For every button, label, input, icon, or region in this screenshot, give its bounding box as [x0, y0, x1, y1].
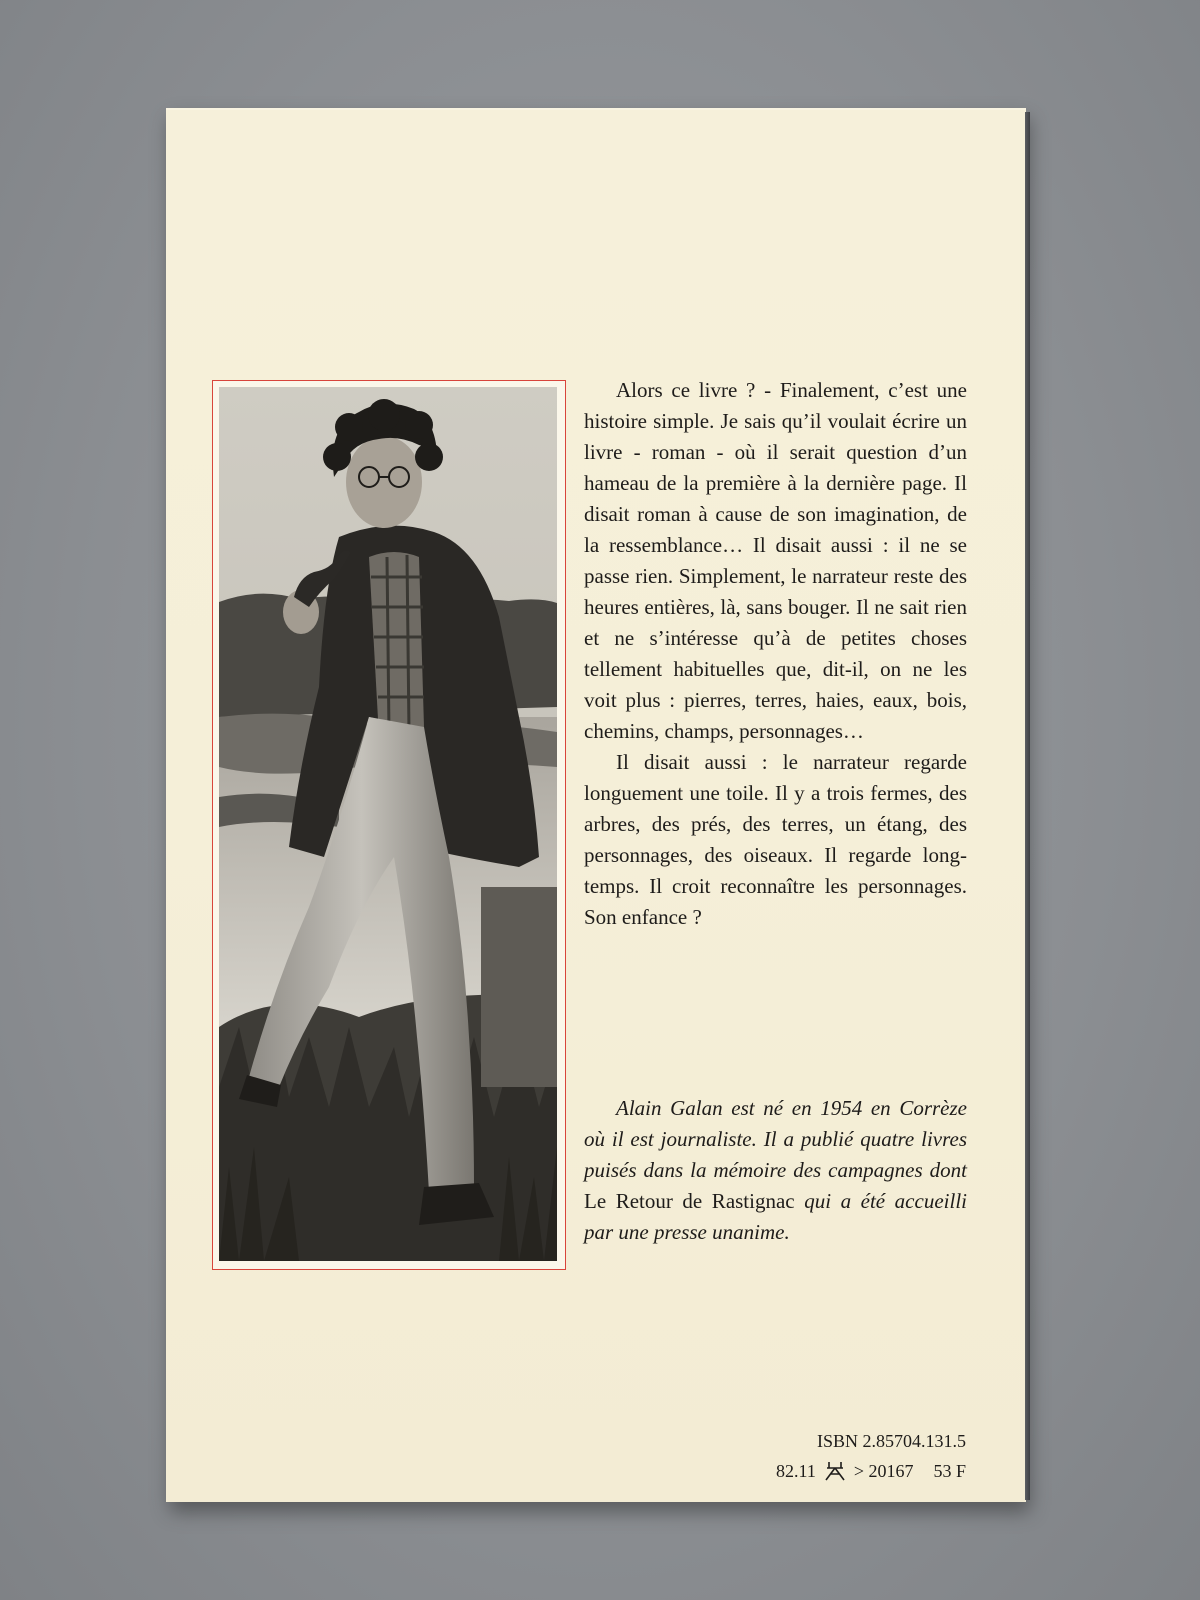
blurb-text — [584, 375, 967, 933]
book-spine-edge — [1025, 112, 1030, 1500]
price-line — [776, 1456, 966, 1486]
code-date: 82.11 — [775, 1461, 816, 1481]
author-bio-part-1: Alain Galan est né en 1954 en Corrèze où il est journaliste. Il a publié quatre livres puisés dans la mémoire des campagnes dont — [584, 1096, 967, 1182]
author-bio-part-2: qui a été accueilli par une presse unanime. — [584, 1189, 967, 1244]
publisher-logo-icon — [822, 1460, 848, 1482]
author-bio-paragraph — [584, 1093, 967, 1248]
author-bio — [584, 1093, 967, 1248]
blurb-paragraph-2: Il disait aussi : le narrateur regarde longuement une toile. Il y a trois fermes, des arbres, des prés, des terres, un étang, des personnages, des oiseaux. Il regarde longtemps. Il croit reconnaître les personnages. Son enfance ? — [584, 750, 967, 929]
author-photo-frame — [212, 380, 566, 1270]
isbn-block — [776, 1426, 966, 1486]
book-back-cover — [166, 108, 1026, 1502]
code-number: > 20167 — [853, 1461, 914, 1481]
author-photo — [219, 387, 557, 1261]
blurb-paragraph-1: Alors ce livre ? - Finalement, c’est une histoire simple. Je sais qu’il voulait écrire un livre - roman - où il serait question d’un hameau de la première à la dernière page. Il disait roman à cause de son imagination, de la ressemblance… Il disait aussi : il ne se passe rien. Simplement, le narrateur reste des heures entières, là, sans bouger. Il ne sait rien et ne s’intéresse qu’à de petites choses tellement habituelles que, dit-il, on ne les voit plus : pierres, terres, haies, eaux, bois, chemins, champs, personnages… — [584, 378, 967, 743]
isbn-number: ISBN 2.85704.131.5 — [816, 1431, 966, 1451]
price: 53 F — [933, 1461, 966, 1481]
author-photo-image — [219, 387, 557, 1261]
book-title-reference: Le Retour de Rastignac — [584, 1189, 795, 1213]
